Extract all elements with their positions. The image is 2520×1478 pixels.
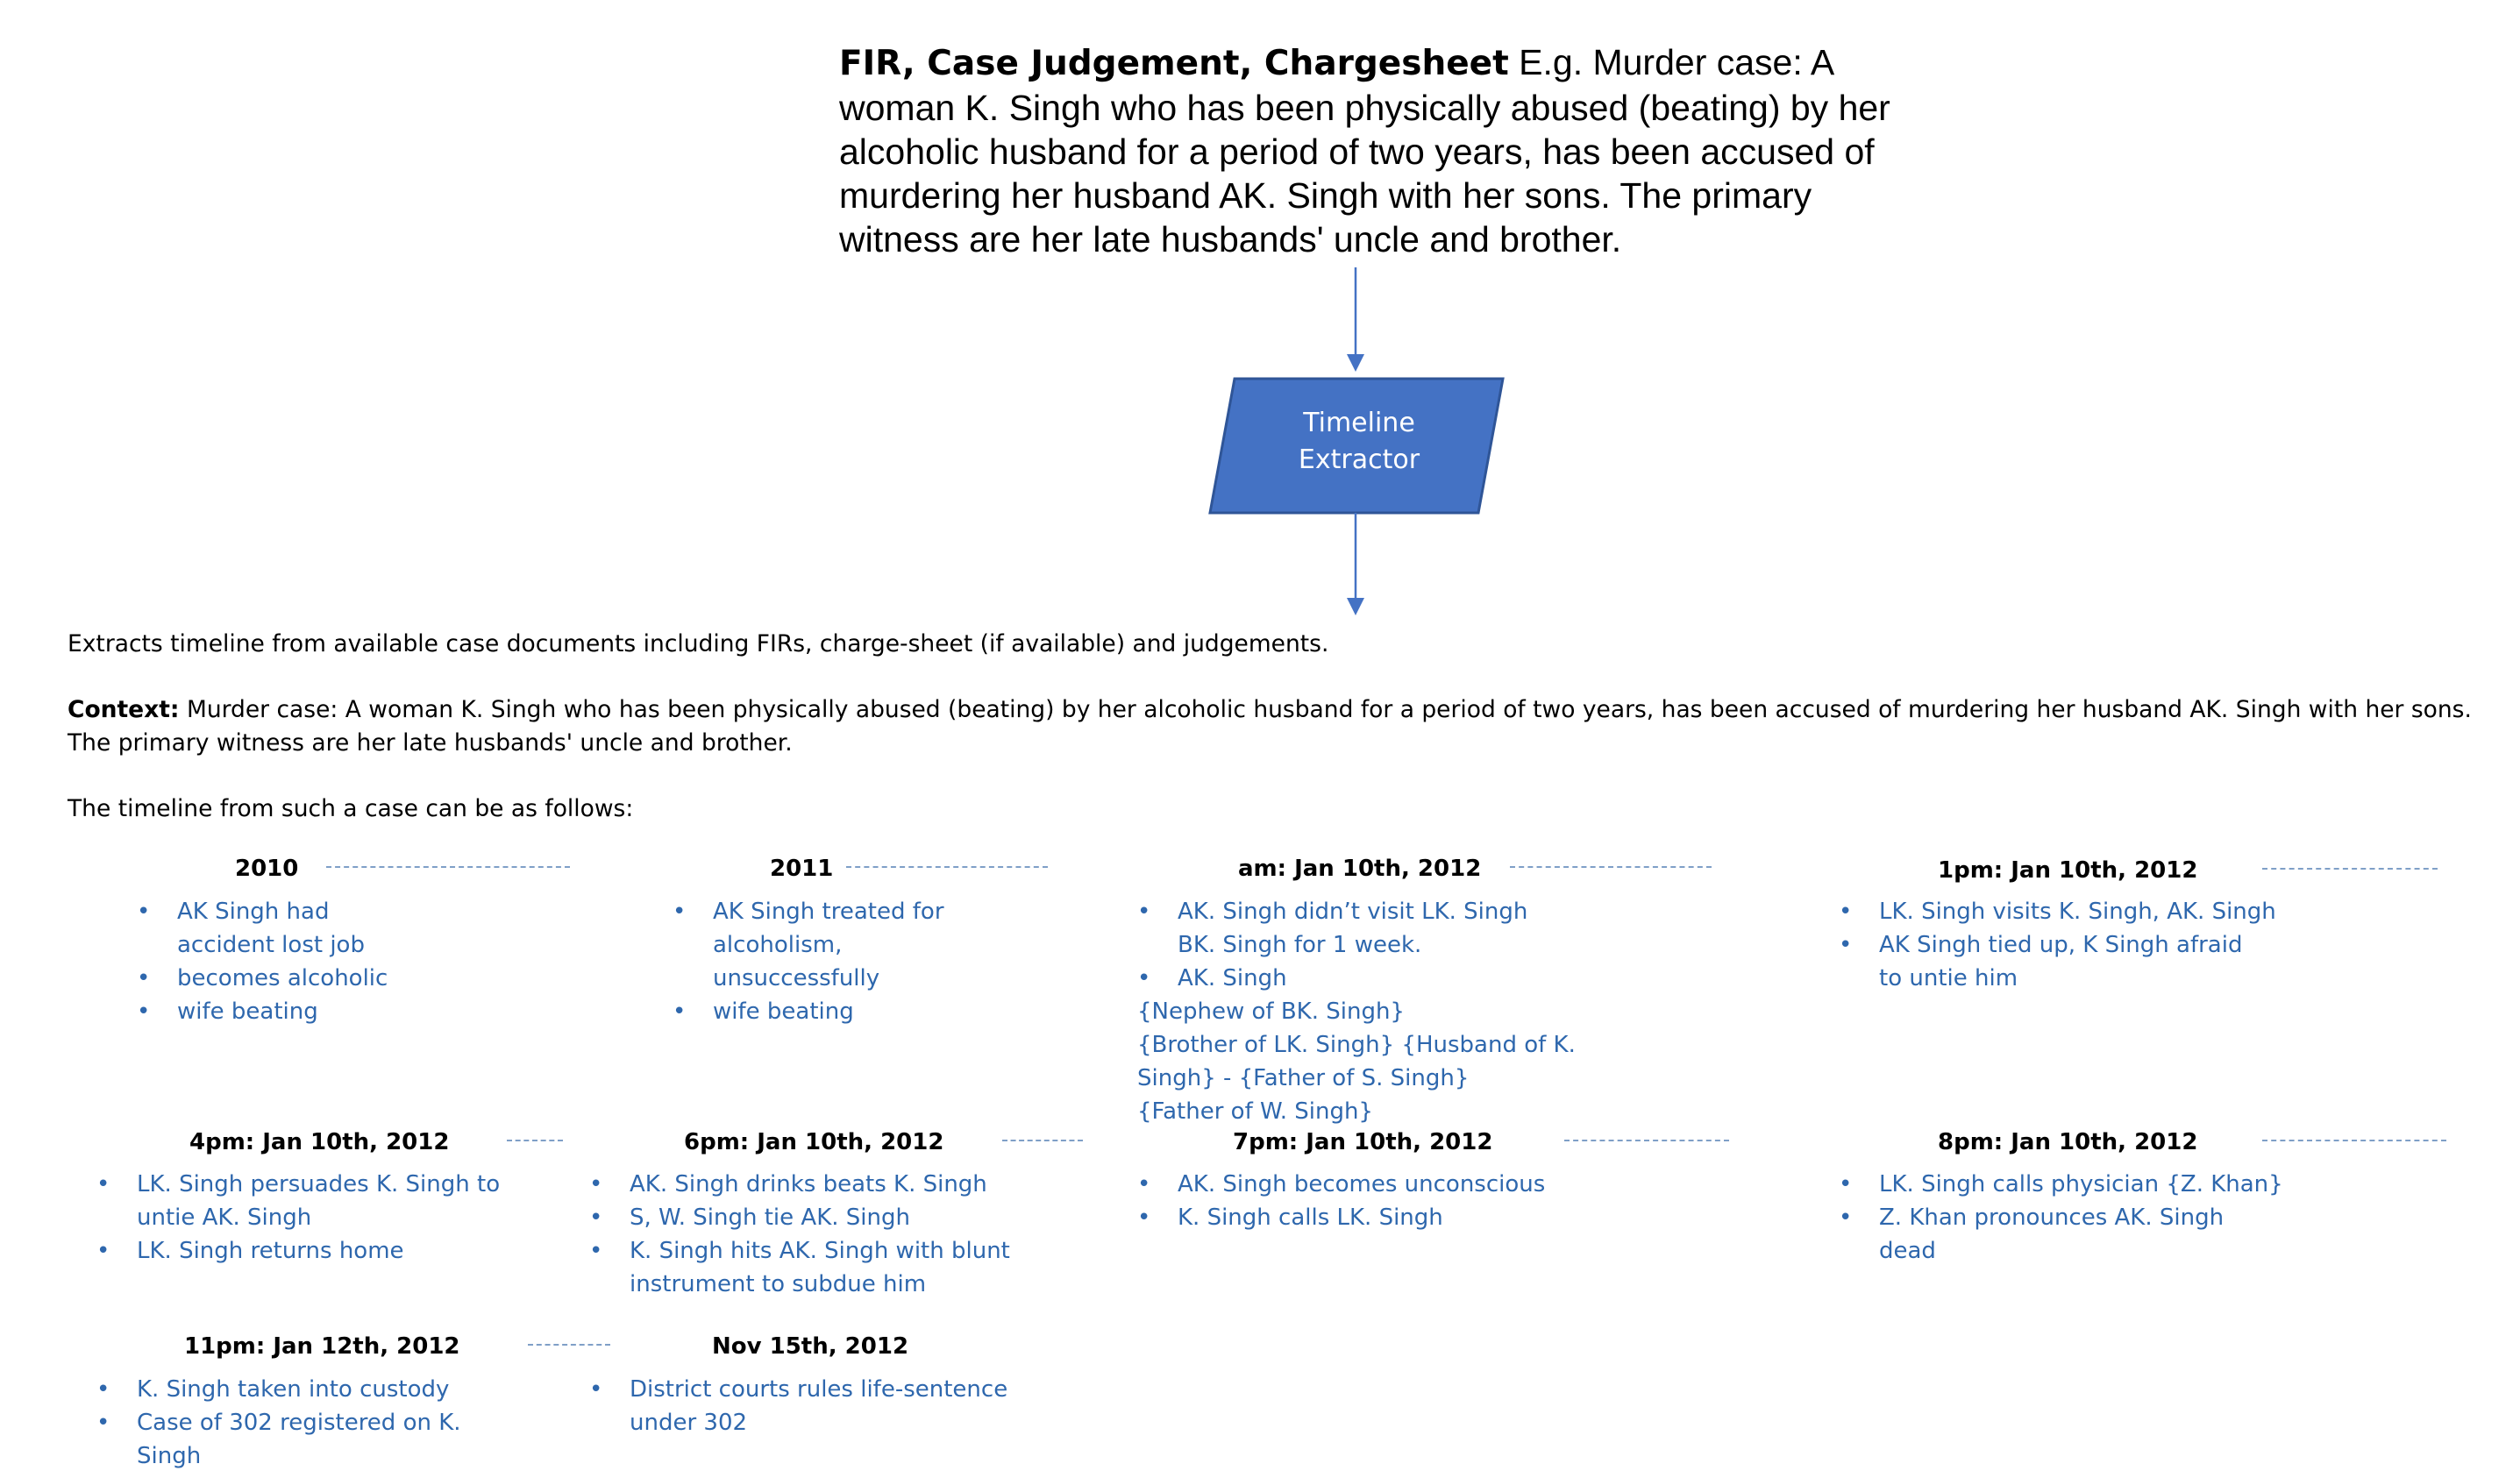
timeline-event-text: LK. Singh persuades K. Singh to xyxy=(137,1171,501,1197)
timeline-event-text: under 302 xyxy=(630,1410,748,1436)
timeline-event-line xyxy=(1137,1028,1576,1062)
description-text: Extracts timeline from available case documents including FIRs, charge-sheet (if available) and judgements. xyxy=(68,630,1329,657)
timeline-heading: 6pm: Jan 10th, 2012 xyxy=(684,1129,944,1155)
timeline-extractor-label-line1: Timeline xyxy=(1303,408,1415,438)
bullet-marker: • xyxy=(96,1410,110,1436)
context-paragraph xyxy=(68,693,2514,760)
timeline-event-text: AK Singh tied up, K Singh afraid xyxy=(1879,932,2243,958)
timeline-event-text: BK. Singh for 1 week. xyxy=(1178,932,1422,958)
arrowhead-to-extractor xyxy=(1347,354,1364,372)
timeline-event-text: LK. Singh calls physician {Z. Khan} xyxy=(1879,1171,2283,1197)
timeline-event-text: AK. Singh didn’t visit LK. Singh xyxy=(1178,899,1528,925)
timeline-heading: 2010 xyxy=(235,856,299,882)
timeline-connector-line xyxy=(528,1344,610,1346)
bullet-marker: • xyxy=(1137,965,1151,991)
timeline-event-line xyxy=(96,1373,461,1406)
timeline-event-line xyxy=(589,1168,1010,1201)
timeline-event-line xyxy=(673,928,944,962)
timeline-event-line xyxy=(96,1234,500,1268)
timeline-event-text: K. Singh hits AK. Singh with blunt xyxy=(630,1238,1010,1264)
timeline-heading: Nov 15th, 2012 xyxy=(712,1333,909,1360)
timeline-event-line xyxy=(673,962,944,995)
bullet-marker: • xyxy=(1137,1204,1151,1231)
bullet-marker: • xyxy=(96,1238,110,1264)
bullet-marker: • xyxy=(1839,1204,1853,1231)
timeline-event-list xyxy=(1839,1168,2283,1268)
timeline-connector-line xyxy=(507,1140,563,1141)
timeline-connector-line xyxy=(1510,866,1712,868)
source-documents-title: FIR, Case Judgement, Chargesheet xyxy=(839,44,1509,83)
bullet-marker: • xyxy=(589,1204,603,1231)
timeline-event-line xyxy=(1137,962,1576,995)
timeline-event-text: {Father of W. Singh} xyxy=(1137,1098,1373,1125)
timeline-event-text: wife beating xyxy=(713,998,854,1025)
timeline-event-line xyxy=(589,1268,1010,1301)
timeline-event-line xyxy=(137,995,388,1028)
bullet-marker: • xyxy=(137,965,151,991)
timeline-event-text: alcoholism, xyxy=(713,932,843,958)
bullet-marker: • xyxy=(137,899,151,925)
timeline-event-line xyxy=(589,1373,1007,1406)
timeline-event-list xyxy=(589,1373,1007,1439)
bullet-marker: • xyxy=(96,1171,110,1197)
bullet-marker: • xyxy=(673,998,687,1025)
bullet-marker: • xyxy=(673,899,687,925)
timeline-event-line xyxy=(589,1234,1010,1268)
timeline-intro: The timeline from such a case can be as follows: xyxy=(68,795,634,822)
timeline-event-text: {Brother of LK. Singh} {Husband of K. xyxy=(1137,1032,1576,1058)
timeline-event-text: wife beating xyxy=(177,998,318,1025)
timeline-extractor-label xyxy=(1210,405,1508,479)
timeline-event-line xyxy=(1137,928,1576,962)
timeline-event-text: instrument to subdue him xyxy=(630,1271,927,1297)
timeline-heading: 4pm: Jan 10th, 2012 xyxy=(189,1129,450,1155)
timeline-event-line xyxy=(1137,995,1576,1028)
bullet-marker: • xyxy=(96,1376,110,1403)
timeline-event-line xyxy=(1839,1168,2283,1201)
bullet-marker: • xyxy=(1839,1171,1853,1197)
timeline-connector-line xyxy=(846,866,1048,868)
timeline-event-text: dead xyxy=(1879,1238,1936,1264)
timeline-event-list xyxy=(1137,1168,1545,1234)
timeline-event-text: becomes alcoholic xyxy=(177,965,388,991)
bullet-marker: • xyxy=(1137,1171,1151,1197)
arrowhead-from-extractor xyxy=(1347,598,1364,615)
timeline-event-line xyxy=(96,1201,500,1234)
timeline-event-text: AK. Singh becomes unconscious xyxy=(1178,1171,1546,1197)
timeline-event-text: AK Singh had xyxy=(177,899,330,925)
timeline-event-line xyxy=(1839,895,2276,928)
timeline-event-text: LK. Singh returns home xyxy=(137,1238,404,1264)
bullet-marker: • xyxy=(137,998,151,1025)
timeline-heading: 2011 xyxy=(770,856,834,882)
timeline-event-line xyxy=(1839,962,2276,995)
timeline-event-line xyxy=(137,895,388,928)
timeline-event-text: Singh xyxy=(137,1443,202,1469)
bullet-marker: • xyxy=(589,1238,603,1264)
timeline-event-list xyxy=(673,895,944,1028)
bullet-marker: • xyxy=(1137,899,1151,925)
timeline-heading: 8pm: Jan 10th, 2012 xyxy=(1938,1129,2198,1155)
timeline-event-line xyxy=(1839,1234,2283,1268)
timeline-event-text: untie AK. Singh xyxy=(137,1204,312,1231)
timeline-event-text: District courts rules life-sentence xyxy=(630,1376,1008,1403)
timeline-event-list xyxy=(137,895,388,1028)
timeline-connector-line xyxy=(326,866,570,868)
timeline-heading: 11pm: Jan 12th, 2012 xyxy=(184,1333,460,1360)
context-text: Murder case: A woman K. Singh who has been physically abused (beating) by her alcoholic husband for a period of two years, has been accused of murdering her husband AK. Singh with her sons. The primary witness are her late husbands' uncle and brother. xyxy=(68,696,2472,757)
timeline-event-line xyxy=(137,928,388,962)
source-documents-description: E.g. Murder case: A woman K. Singh who has been physically abused (beating) by her alcoholic husband for a period of two years, has been accused of murdering her husband AK. Singh with her sons. The primary witness are her late husbands' uncle and brother. xyxy=(839,42,1890,259)
timeline-extractor-label-line2: Extractor xyxy=(1298,444,1420,475)
timeline-event-text: accident lost job xyxy=(177,932,365,958)
context-label: Context: xyxy=(68,696,180,723)
timeline-connector-line xyxy=(2262,1140,2446,1141)
timeline-event-line xyxy=(1137,1062,1576,1095)
timeline-event-text: Z. Khan pronounces AK. Singh xyxy=(1879,1204,2225,1231)
timeline-event-text: Singh} - {Father of S. Singh} xyxy=(1137,1065,1470,1091)
bullet-marker: • xyxy=(1839,899,1853,925)
timeline-event-list xyxy=(589,1168,1010,1301)
timeline-event-line xyxy=(1137,1201,1545,1234)
timeline-event-text: AK. Singh xyxy=(1178,965,1287,991)
timeline-event-text: LK. Singh visits K. Singh, AK. Singh xyxy=(1879,899,2276,925)
timeline-event-line xyxy=(137,962,388,995)
timeline-event-line xyxy=(673,995,944,1028)
timeline-event-list xyxy=(1839,895,2276,995)
timeline-event-line xyxy=(1137,895,1576,928)
bullet-marker: • xyxy=(1839,932,1853,958)
timeline-connector-line xyxy=(2262,868,2438,870)
timeline-heading: am: Jan 10th, 2012 xyxy=(1238,856,1482,882)
timeline-event-line xyxy=(589,1406,1007,1439)
timeline-event-list xyxy=(96,1373,461,1473)
timeline-event-text: S, W. Singh tie AK. Singh xyxy=(630,1204,910,1231)
timeline-event-text: AK. Singh drinks beats K. Singh xyxy=(630,1171,987,1197)
timeline-event-text: K. Singh taken into custody xyxy=(137,1376,450,1403)
timeline-event-list xyxy=(96,1168,500,1268)
timeline-event-text: unsuccessfully xyxy=(713,965,880,991)
timeline-event-line xyxy=(96,1439,461,1473)
timeline-connector-line xyxy=(1002,1140,1083,1141)
timeline-heading: 7pm: Jan 10th, 2012 xyxy=(1233,1129,1493,1155)
timeline-event-list xyxy=(1137,895,1576,1128)
timeline-event-line xyxy=(589,1201,1010,1234)
timeline-connector-line xyxy=(1564,1140,1729,1141)
timeline-event-text: K. Singh calls LK. Singh xyxy=(1178,1204,1443,1231)
timeline-event-line xyxy=(1137,1168,1545,1201)
timeline-event-line xyxy=(96,1168,500,1201)
timeline-event-line xyxy=(1839,1201,2283,1234)
timeline-event-text: AK Singh treated for xyxy=(713,899,944,925)
timeline-event-line xyxy=(673,895,944,928)
timeline-event-line xyxy=(1839,928,2276,962)
timeline-event-line xyxy=(1137,1095,1576,1128)
timeline-event-text: {Nephew of BK. Singh} xyxy=(1137,998,1405,1025)
timeline-heading: 1pm: Jan 10th, 2012 xyxy=(1938,857,2198,884)
bullet-marker: • xyxy=(589,1171,603,1197)
bullet-marker: • xyxy=(589,1376,603,1403)
timeline-event-text: to untie him xyxy=(1879,965,2018,991)
timeline-event-text: Case of 302 registered on K. xyxy=(137,1410,461,1436)
timeline-event-line xyxy=(96,1406,461,1439)
